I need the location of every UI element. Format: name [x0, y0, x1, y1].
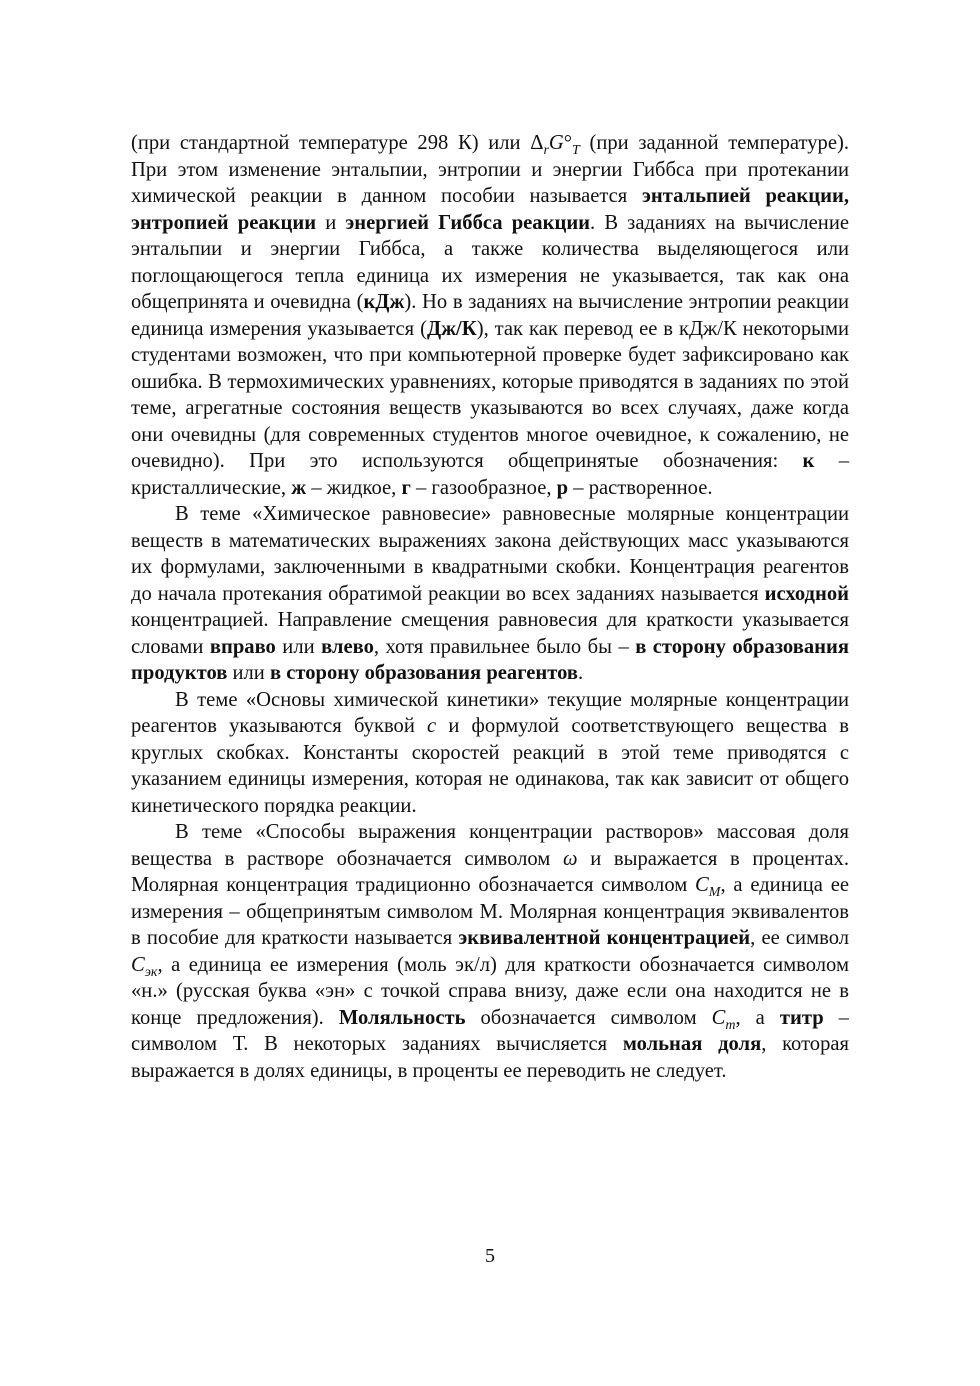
italic-symbol: С [711, 1006, 726, 1029]
text-run: , а [735, 1006, 780, 1029]
text-run: – растворенное. [568, 476, 713, 499]
bold-term: р [556, 476, 569, 499]
paragraph [131, 687, 849, 820]
bold-term: энтальпией реакции, энтропией реакции [131, 185, 849, 234]
paragraph [131, 501, 849, 687]
page-number: 5 [485, 1245, 495, 1267]
bold-term: г [401, 476, 411, 499]
text-run: – кристаллические, [131, 450, 849, 499]
text-run: и выражается в процентах. Молярная концентрация традиционно обозначается символом [131, 847, 849, 896]
text-run: – жидкое, [306, 476, 402, 499]
text-run: , а единица ее измерения – общепринятым символом М. Молярная концентрация эквивалентов в пособие для краткости называется [131, 874, 849, 949]
subscript: эк [144, 964, 158, 980]
page-text [131, 130, 849, 1084]
italic-symbol: ω [563, 847, 578, 870]
bold-term: кДж [363, 291, 405, 313]
italic-symbol: с [427, 715, 437, 737]
text-run: В теме «Основы химической кинетики» текущие молярные концентрации реагентов указываются буквой [131, 688, 849, 737]
text-run: обозначается символом [465, 1006, 712, 1029]
bold-term: эквивалентной концентрацией [458, 927, 751, 949]
text-run: (при заданной температуре). При этом изменение энтальпии, энтропии и энергии Гиббса при протекании химической реакции в данном пособии называется [131, 132, 849, 207]
subscript: M [708, 884, 721, 900]
text-run: . [578, 662, 584, 684]
bold-term: титр [779, 1006, 824, 1029]
text-run: , хотя правильнее было бы – [373, 635, 636, 658]
subscript: T [572, 142, 580, 158]
text-run: , которая выражается в долях единицы, в проценты ее переводить не следует. [131, 1033, 849, 1082]
bold-term: мольная доля [622, 1033, 762, 1055]
text-run: , а единица ее измерения (моль эк/л) для краткости обозначается символом «н.» (русская буква «эн» с точкой справа внизу, даже если она находится не в конце предложения). [131, 953, 849, 1029]
text-run: или [275, 635, 322, 658]
text-run: ), так как перевод ее в кДж/К некоторыми студентами возможен, что при компьютерной проверке будет зафиксировано как ошибка. В термохимических уравнениях, которые приводятся в заданиях по этой теме, агрегатные состояния веществ указываются во всех случаях, даже когда они очевидны (для современных студентов многое очевидное, к сожалению, не очевидно). При это используются общепринятые обозначения: [131, 317, 850, 472]
text-run: и формулой соответствующего вещества в круглых скобках. Константы скоростей реакций в этой теме приводятся с указанием единицы измерения, которая не одинакова, так как зависит от общего кинетического порядка реакции. [131, 715, 849, 817]
text-run: – символом Т. В некоторых заданиях вычисляется [131, 1006, 849, 1055]
text-run: В теме «Химическое равновесие» равновесные молярные концентрации веществ в математических выражениях закона действующих масс указываются их формулами, заключенными в квадратными скобки. Концентрация реагентов до начала протекания обратимой реакции во всех заданиях называется [131, 503, 849, 605]
paragraph [131, 130, 849, 501]
bold-term: ж [291, 476, 307, 499]
italic-symbol: С [695, 874, 709, 896]
text-run: ). Но в заданиях на вычисление энтропии реакции единица измерения указывается ( [131, 291, 849, 340]
subscript: r [543, 142, 549, 158]
text-run: , ее символ [750, 927, 849, 949]
bold-term: в сторону образования продуктов [131, 635, 850, 684]
bold-term: Дж/К [426, 317, 477, 340]
bold-term: к [802, 450, 815, 472]
bold-term: Моляльность [338, 1006, 466, 1029]
paragraph [131, 819, 849, 1084]
text-run: и [316, 211, 346, 234]
bold-term: энергией Гиббса реакции [345, 211, 591, 234]
italic-symbol: G [548, 132, 564, 154]
text-run: В теме «Способы выражения концентрации растворов» массовая доля вещества в растворе обозначается символом [131, 821, 849, 870]
bold-term: вправо [209, 635, 276, 658]
subscript: m [725, 1017, 736, 1033]
bold-term: исходной [764, 582, 849, 605]
text-run: – газообразное, [410, 476, 557, 499]
bold-term: влево [321, 635, 374, 658]
bold-term: в сторону образования реагентов [269, 662, 579, 684]
italic-symbol: С [131, 953, 145, 976]
text-run: концентрацией. Направление смещения равновесия для краткости указывается словами [131, 609, 849, 658]
text-run: . В заданиях на вычисление энтальпии и энергии Гиббса, а также количества выделяющегося или поглощающегося тепла единица их измерения не указывается, так как она общепринята и очевидна ( [131, 211, 849, 313]
text-run: (при стандартной температуре 298 К) или Δ [131, 132, 544, 154]
text-run: или [227, 662, 270, 684]
text-run: ° [563, 132, 573, 154]
